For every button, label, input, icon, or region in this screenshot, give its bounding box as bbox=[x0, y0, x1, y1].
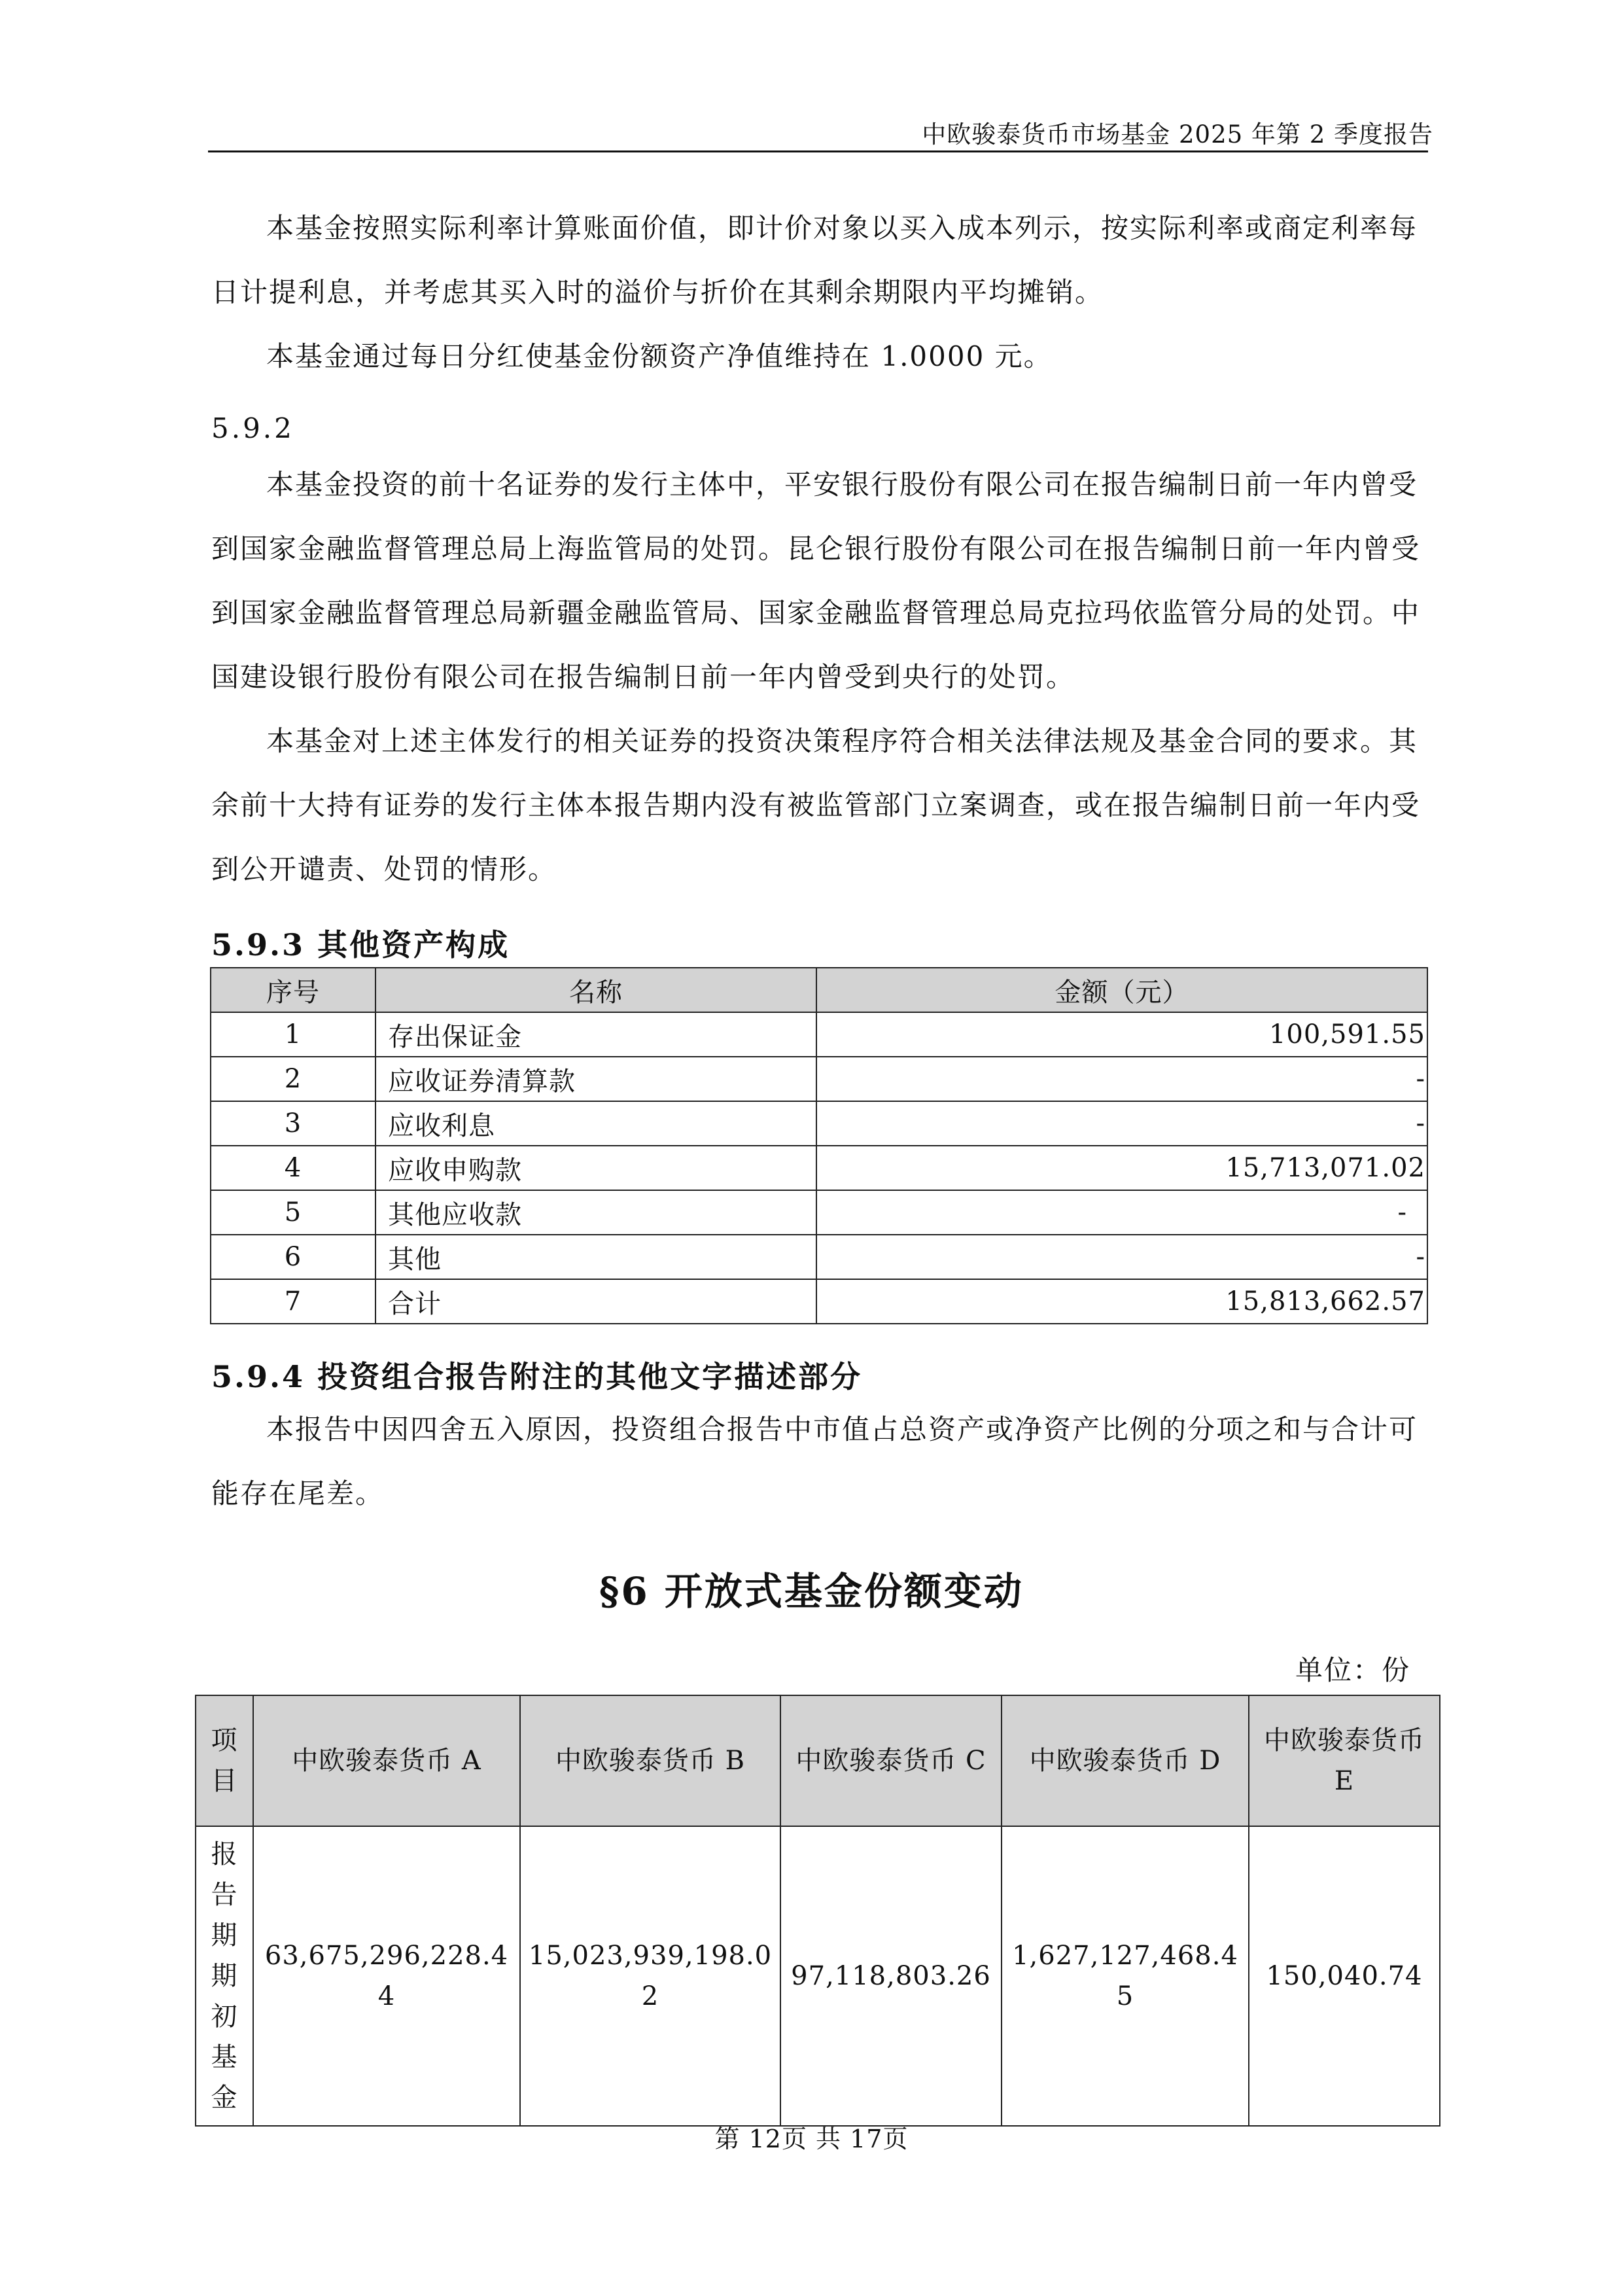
col-header-item: 项目 bbox=[196, 1695, 253, 1826]
row-amount: 15,813,662.57 bbox=[816, 1279, 1427, 1324]
row-amount: 100,591.55 bbox=[816, 1012, 1427, 1057]
table-row bbox=[211, 1057, 1427, 1101]
value-class-c: 97,118,803.26 bbox=[780, 1826, 1002, 2126]
value-class-a: 63,675,296,228.44 bbox=[253, 1826, 520, 2126]
intro-paragraph-2: 本基金通过每日分红使基金份额资产净值维持在 1.0000 元。 bbox=[266, 340, 1053, 372]
row-amount: - bbox=[816, 1101, 1427, 1146]
section-5-9-4-paragraph: 本报告中因四舍五入原因，投资组合报告中市值占总资产或净资产比例的分项之和与合计可能存在尾差。 bbox=[211, 1413, 1418, 1510]
col-header-class-e: 中欧骏泰货币 E bbox=[1249, 1695, 1440, 1826]
row-amount: - bbox=[816, 1235, 1427, 1279]
section-6-title: §6 开放式基金份额变动 bbox=[599, 1569, 1024, 1614]
value-class-d: 1,627,127,468.45 bbox=[1002, 1826, 1249, 2126]
table-header-row bbox=[196, 1695, 1440, 1826]
table-row bbox=[211, 1235, 1427, 1279]
section-5-9-2-paragraph-2: 本基金对上述主体发行的相关证券的投资决策程序符合相关法律法规及基金合同的要求。其余前十大持有证券的发行主体本报告期内没有被监管部门立案调查，或在报告编制日前一年内受到公开谴责、处罚的情形。 bbox=[211, 725, 1421, 885]
col-header-class-c: 中欧骏泰货币 C bbox=[780, 1695, 1002, 1826]
page-footer: 第 12页 共 17页 bbox=[714, 2125, 909, 2153]
table-row-total bbox=[211, 1279, 1427, 1324]
row-index: 3 bbox=[211, 1101, 375, 1146]
row-index: 5 bbox=[211, 1190, 375, 1235]
table-row bbox=[211, 1190, 1427, 1235]
row-name: 应收利息 bbox=[375, 1101, 816, 1146]
row-amount: - bbox=[816, 1057, 1427, 1101]
value-class-e: 150,040.74 bbox=[1249, 1826, 1440, 2126]
table-row bbox=[211, 1101, 1427, 1146]
header-rule bbox=[208, 150, 1428, 152]
section-5-9-4-title: 5.9.4 投资组合报告附注的其他文字描述部分 bbox=[211, 1359, 863, 1394]
row-amount: 15,713,071.02 bbox=[816, 1146, 1427, 1190]
row-name: 存出保证金 bbox=[375, 1012, 816, 1057]
table-row bbox=[211, 1012, 1427, 1057]
row-index: 6 bbox=[211, 1235, 375, 1279]
section-5-9-2-paragraph-1: 本基金投资的前十名证券的发行主体中，平安银行股份有限公司在报告编制日前一年内曾受到国家金融监督管理总局上海监管局的处罚。昆仑银行股份有限公司在报告编制日前一年内曾受到国家金融监督管理总局新疆金融监管局、国家金融监督管理总局克拉玛依监管分局的处罚。中国建设银行股份有限公司在报告编制日前一年内曾受到央行的处罚。 bbox=[211, 468, 1421, 693]
row-name: 其他应收款 bbox=[375, 1190, 816, 1235]
table-row bbox=[211, 1146, 1427, 1190]
section-5-9-3-title: 5.9.3 其他资产构成 bbox=[211, 927, 510, 963]
row-label: 报告期期初基金 bbox=[196, 1826, 253, 2126]
fund-shares-table bbox=[195, 1695, 1440, 2127]
row-amount: - bbox=[816, 1190, 1427, 1235]
row-index: 4 bbox=[211, 1146, 375, 1190]
other-assets-table bbox=[210, 967, 1428, 1324]
col-header-name: 名称 bbox=[375, 968, 816, 1012]
row-index: 7 bbox=[211, 1279, 375, 1324]
row-index: 2 bbox=[211, 1057, 375, 1101]
value-class-b: 15,023,939,198.02 bbox=[520, 1826, 780, 2126]
unit-label: 单位：份 bbox=[1295, 1654, 1410, 1686]
header-title: 中欧骏泰货币市场基金 2025 年第 2 季度报告 bbox=[922, 120, 1433, 149]
row-index: 1 bbox=[211, 1012, 375, 1057]
col-header-class-d: 中欧骏泰货币 D bbox=[1002, 1695, 1249, 1826]
col-header-amount: 金额（元） bbox=[816, 968, 1427, 1012]
row-name: 其他 bbox=[375, 1235, 816, 1279]
intro-paragraph-1: 本基金按照实际利率计算账面价值，即计价对象以买入成本列示，按实际利率或商定利率每日计提利息，并考虑其买入时的溢价与折价在其剩余期限内平均摊销。 bbox=[211, 212, 1418, 308]
col-header-class-a: 中欧骏泰货币 A bbox=[253, 1695, 520, 1826]
col-header-index: 序号 bbox=[211, 968, 375, 1012]
table-row bbox=[196, 1826, 1440, 2126]
row-name: 应收申购款 bbox=[375, 1146, 816, 1190]
row-name: 应收证券清算款 bbox=[375, 1057, 816, 1101]
col-header-class-b: 中欧骏泰货币 B bbox=[520, 1695, 780, 1826]
row-name: 合计 bbox=[375, 1279, 816, 1324]
section-5-9-2-number: 5.9.2 bbox=[211, 412, 294, 444]
table-header-row bbox=[211, 968, 1427, 1012]
